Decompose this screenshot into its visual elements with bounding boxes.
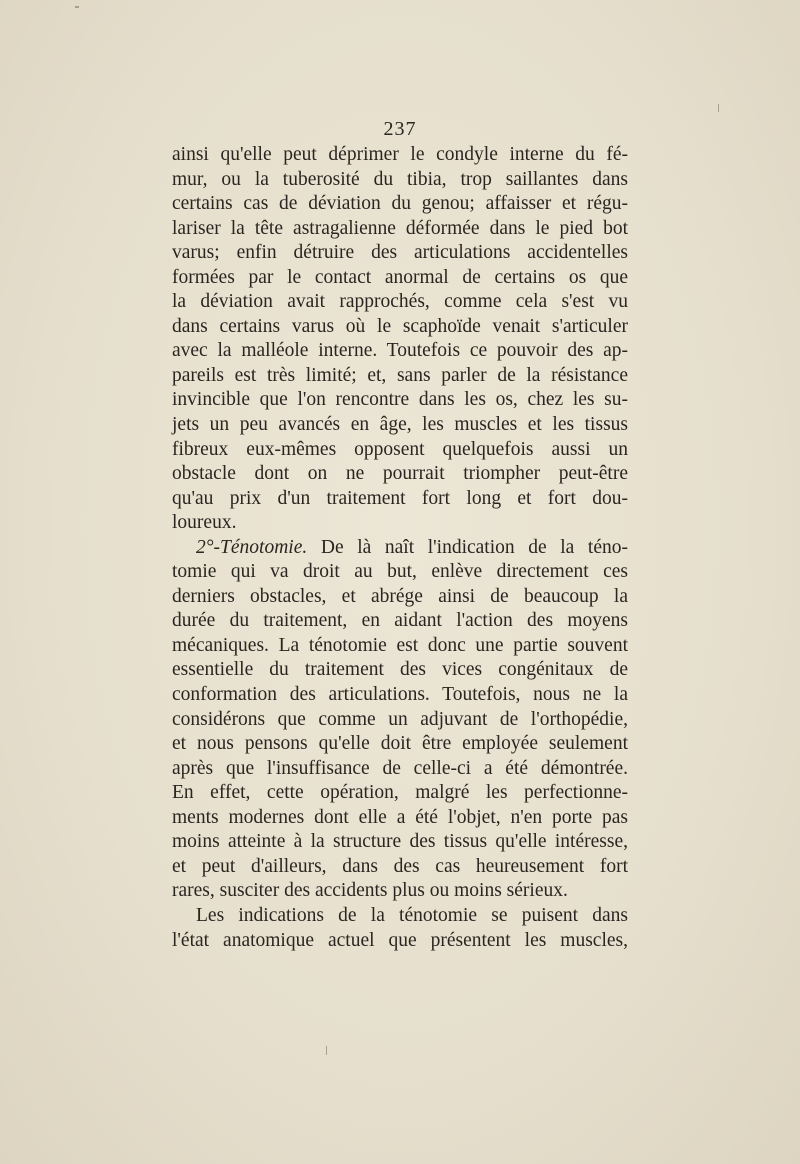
paper-speck	[326, 1046, 327, 1055]
text-line: dans certains varus où le scaphoïde venait s'articuler	[172, 315, 628, 337]
text-line: essentielle du traitement des vices congénitaux de	[172, 659, 628, 681]
text-line: En effet, cette opération, malgré les perfectionne-	[172, 782, 628, 804]
text-line: tomie qui va droit au but, enlève directement ces	[172, 561, 628, 583]
section-heading: 2°-Ténotomie.	[196, 536, 308, 558]
text-line: la déviation avait rapprochés, comme cela s'est vu	[172, 291, 628, 313]
text-line: ainsi qu'elle peut déprimer le condyle interne du fé-	[172, 144, 628, 165]
text-line: avec la malléole interne. Toutefois ce pouvoir des ap-	[172, 340, 628, 362]
text-line: rares, susciter des accidents plus ou moins sérieux.	[172, 880, 568, 902]
text-line: et nous pensons qu'elle doit être employée seulement	[172, 733, 628, 755]
text-line: moins atteinte à la structure des tissus qu'elle intéresse,	[172, 831, 628, 853]
section-line	[172, 536, 628, 561]
text-line: jets un peu avancés en âge, les muscles et les tissus	[172, 414, 628, 436]
text-line: varus; enfin détruire des articulations accidentelles	[172, 242, 628, 264]
text-line: pareils est très limité; et, sans parler de la résistance	[172, 364, 628, 386]
body-text	[172, 143, 628, 953]
text-line: invincible que l'on rencontre dans les os, chez les su-	[172, 389, 628, 411]
text-line: mur, ou la tuberosité du tibia, trop saillantes dans	[172, 168, 628, 190]
paper-speck	[718, 104, 719, 112]
text-line: après que l'insuffisance de celle-ci a été démontrée.	[172, 757, 628, 779]
text-line: et peut d'ailleurs, dans des cas heureusement fort	[172, 855, 628, 877]
text-line: lariser la tête astragalienne déformée dans le pied bot	[172, 217, 628, 239]
text-line: derniers obstacles, et abrége ainsi de beaucoup la	[172, 585, 628, 607]
text-line: Les indications de la ténotomie se puisent dans	[196, 904, 628, 926]
text-line: qu'au prix d'un traitement fort long et fort dou-	[172, 487, 628, 509]
page-number: 237	[383, 118, 417, 140]
text-line: conformation des articulations. Toutefois, nous ne la	[172, 684, 628, 706]
text-line: l'état anatomique actuel que présentent les muscles,	[172, 929, 628, 951]
text-line: mécaniques. La ténotomie est donc une partie souvent	[172, 634, 628, 656]
paper-speck	[75, 6, 79, 8]
text-line: loureux.	[172, 512, 237, 534]
text-line: considérons que comme un adjuvant de l'orthopédie,	[172, 708, 628, 730]
text-line: obstacle dont on ne pourrait triompher peut-être	[172, 463, 628, 485]
text-line: ments modernes dont elle a été l'objet, n'en porte pas	[172, 806, 628, 828]
text-line: De là naît l'indication de la téno-	[320, 536, 628, 558]
text-line: durée du traitement, en aidant l'action des moyens	[172, 610, 628, 632]
text-line: certains cas de déviation du genou; affaisser et régu-	[172, 193, 628, 215]
text-line: formées par le contact anormal de certains os que	[172, 266, 628, 288]
text-line: fibreux eux-mêmes opposent quelquefois aussi un	[172, 438, 628, 460]
